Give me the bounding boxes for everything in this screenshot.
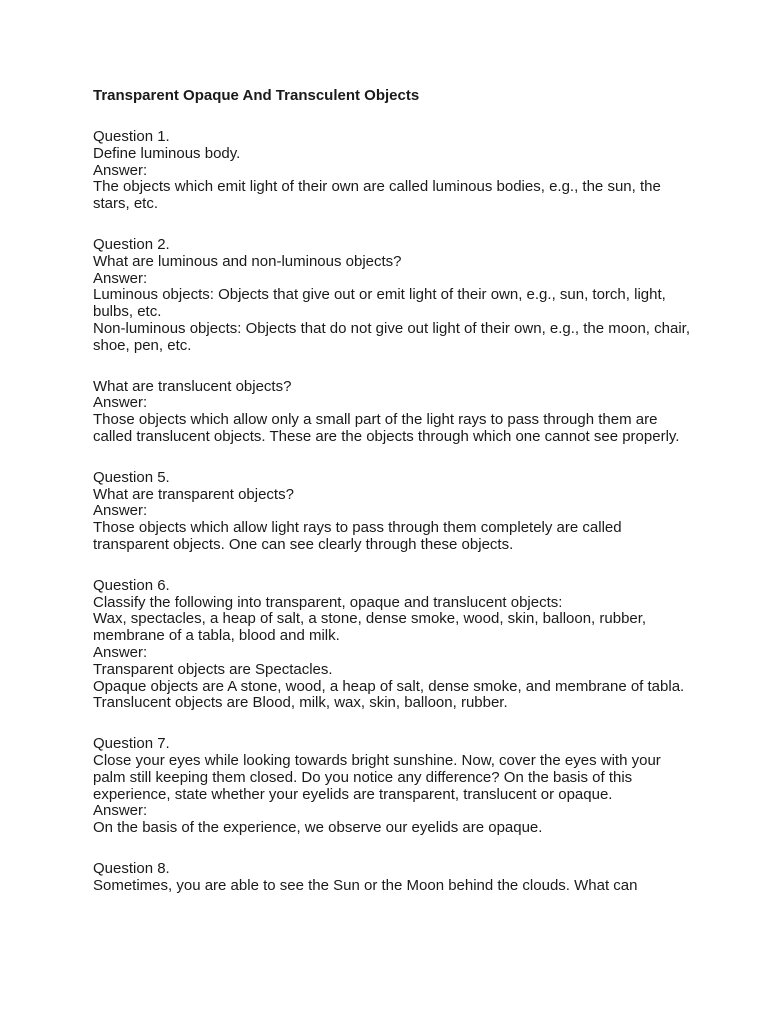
- answer-text: Those objects which allow light rays to pass through them completely are called transparent objects. One can see clearly through these objects.: [93, 519, 622, 553]
- question-text: Classify the following into transparent, opaque and translucent objects:: [93, 593, 563, 611]
- answer-text: On the basis of the experience, we observe our eyelids are opaque.: [93, 819, 543, 837]
- question-text: Sometimes, you are able to see the Sun or the Moon behind the clouds. What can: [93, 876, 638, 894]
- question-text: What are luminous and non-luminous objects?: [93, 252, 402, 270]
- qa-block-question-2: [93, 237, 693, 355]
- question-text: Close your eyes while looking towards bright sunshine. Now, cover the eyes with your palm still keeping them closed. Do you notice any difference? On the basis of this experience, state whether your eyelids are transparent, translucent or opaque.: [93, 751, 661, 803]
- answer-label: Answer:: [93, 643, 148, 661]
- answer-label: Answer:: [93, 161, 148, 179]
- question-text: Define luminous body.: [93, 144, 241, 162]
- answer-text: Non-luminous objects: Objects that do not give out light of their own, e.g., the moon, chair, shoe, pen, etc.: [93, 319, 690, 354]
- qa-block-question-7: [93, 736, 693, 837]
- question-label: Question 6.: [93, 576, 170, 594]
- answer-text: Opaque objects are A stone, wood, a heap of salt, dense smoke, and membrane of tabla.: [93, 677, 685, 695]
- question-label: Question 8.: [93, 859, 170, 877]
- question-label: Question 5.: [93, 468, 170, 486]
- question-label: Question 1.: [93, 128, 170, 145]
- qa-block-question-8: [93, 861, 693, 895]
- question-label: Question 7.: [93, 735, 170, 753]
- answer-label: Answer:: [93, 394, 148, 412]
- qa-block-question-6: [93, 578, 693, 712]
- answer-text: Translucent objects are Blood, milk, wax, skin, balloon, rubber.: [93, 694, 508, 712]
- answer-text: The objects which emit light of their own are called luminous bodies, e.g., the sun, the stars, etc.: [93, 178, 661, 213]
- question-text: What are translucent objects?: [93, 377, 292, 395]
- answer-label: Answer:: [93, 502, 148, 520]
- answer-label: Answer:: [93, 269, 148, 287]
- question-label: Question 2.: [93, 235, 170, 253]
- answer-text: Luminous objects: Objects that give out or emit light of their own, e.g., sun, torch, light, bulbs, etc.: [93, 286, 666, 321]
- document-page: [93, 87, 693, 918]
- answer-text: Those objects which allow only a small part of the light rays to pass through them are called translucent objects. These are the objects through which one cannot see properly.: [93, 411, 680, 445]
- qa-block-question-5: [93, 470, 693, 554]
- question-text: Wax, spectacles, a heap of salt, a stone, dense smoke, wood, skin, balloon, rubber, membrane of a tabla, blood and milk.: [93, 610, 647, 645]
- answer-label: Answer:: [93, 802, 148, 820]
- question-text: What are transparent objects?: [93, 485, 294, 503]
- document-title: Transparent Opaque And Transculent Objects: [93, 87, 420, 104]
- answer-text: Transparent objects are Spectacles.: [93, 660, 333, 678]
- qa-block-translucent: [93, 379, 693, 446]
- qa-block-question-1: [93, 129, 693, 213]
